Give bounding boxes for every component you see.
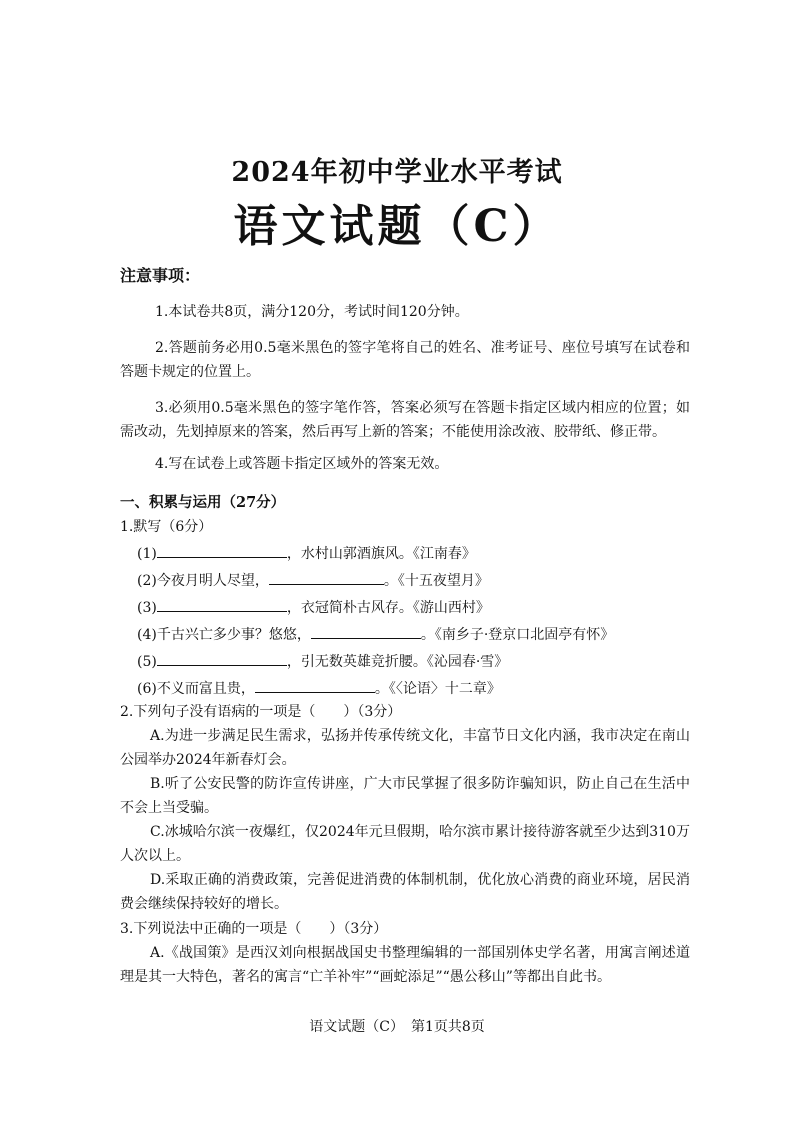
notice-item-2: 2.答题前务必用0.5毫米黑色的签字笔将自己的姓名、准考证号、座位号填写在试卷和答题卡规定的位置上。: [120, 340, 690, 380]
answer-blank[interactable]: [311, 624, 421, 639]
question-2-option-c: C.冰城哈尔滨一夜爆红，仅2024年元旦假期，哈尔滨市累计接待游客就至少达到310万人次以上。: [120, 824, 690, 864]
dictation-line-5: [137, 650, 508, 674]
question-1-stem: 1.默写（6分）: [120, 519, 213, 535]
dictation-number: (3): [137, 600, 157, 616]
dictation-text: 不义而富且贵，: [156, 681, 255, 697]
notice-heading: 注意事项：: [120, 266, 201, 285]
question-2-option-d: D.采取正确的消费政策，完善促进消费的体制机制，优化放心消费的商业环境，居民消费会继续保持较好的增长。: [120, 872, 690, 912]
dictation-text: 千古兴亡多少事？悠悠，: [156, 627, 311, 643]
dictation-number: (1): [137, 546, 157, 562]
dictation-text: ，衣冠简朴古风存。《游山西村》: [286, 600, 490, 616]
notice-item-1: 1.本试卷共8页，满分120分，考试时间120分钟。: [155, 304, 469, 320]
answer-blank[interactable]: [157, 597, 287, 612]
answer-blank[interactable]: [157, 543, 287, 558]
question-2-option-b: B.听了公安民警的防诈宣传讲座，广大市民掌握了很多防诈骗知识，防止自己在生活中不会上当受骗。: [120, 776, 690, 816]
dictation-line-6: [137, 677, 501, 701]
dictation-line-1: [137, 542, 476, 566]
dictation-line-3: [137, 596, 490, 620]
dictation-number: (2): [137, 573, 157, 589]
answer-blank[interactable]: [157, 651, 287, 666]
dictation-text: 。《十五夜望月》: [383, 573, 489, 589]
exam-subject-title: 语文试题（C）: [233, 201, 561, 252]
answer-blank[interactable]: [255, 678, 375, 693]
notice-item-4: 4.写在试卷上或答题卡指定区域外的答案无效。: [155, 456, 449, 472]
exam-title: 2024年初中学业水平考试: [231, 157, 563, 188]
dictation-text: ，引无数英雄竞折腰。《沁园春·雪》: [286, 654, 509, 670]
dictation-text: ，水村山郭酒旗风。《江南春》: [286, 546, 476, 562]
dictation-line-2: [137, 569, 489, 593]
dictation-number: (6): [137, 681, 157, 697]
dictation-line-4: [137, 623, 614, 647]
question-2-option-a: A.为进一步满足民生需求，弘扬并传承传统文化，丰富节日文化内涵，我市决定在南山公园举办2024年新春灯会。: [120, 728, 690, 768]
page-footer: 语文试题（C） 第1页共8页: [309, 1019, 485, 1035]
dictation-text: 今夜月明人尽望，: [156, 573, 269, 589]
dictation-text: 。《南乡子·登京口北固亭有怀》: [420, 627, 615, 643]
question-3-stem: 3.下列说法中正确的一项是（ ）（3分）: [120, 921, 388, 937]
notice-item-3: 3.必须用0.5毫米黑色的签字笔作答，答案必须写在答题卡指定区域内相应的位置；如需改动，先划掉原来的答案，然后再写上新的答案；不能使用涂改液、胶带纸、修正带。: [120, 400, 690, 440]
dictation-number: (4): [137, 627, 157, 643]
dictation-text: 。《〈论语〉十二章》: [374, 681, 501, 697]
question-3-option-a: A.《战国策》是西汉刘向根据战国史书整理编辑的一部国别体史学名著，用寓言阐述道理是其一大特色，著名的寓言“亡羊补牢”“画蛇添足”“愚公移山”等都出自此书。: [120, 945, 690, 985]
dictation-number: (5): [137, 654, 157, 670]
answer-blank[interactable]: [269, 570, 384, 585]
question-2-stem: 2.下列句子没有语病的一项是（ ）（3分）: [120, 704, 402, 720]
section-heading: 一、积累与运用（27分）: [120, 494, 286, 511]
